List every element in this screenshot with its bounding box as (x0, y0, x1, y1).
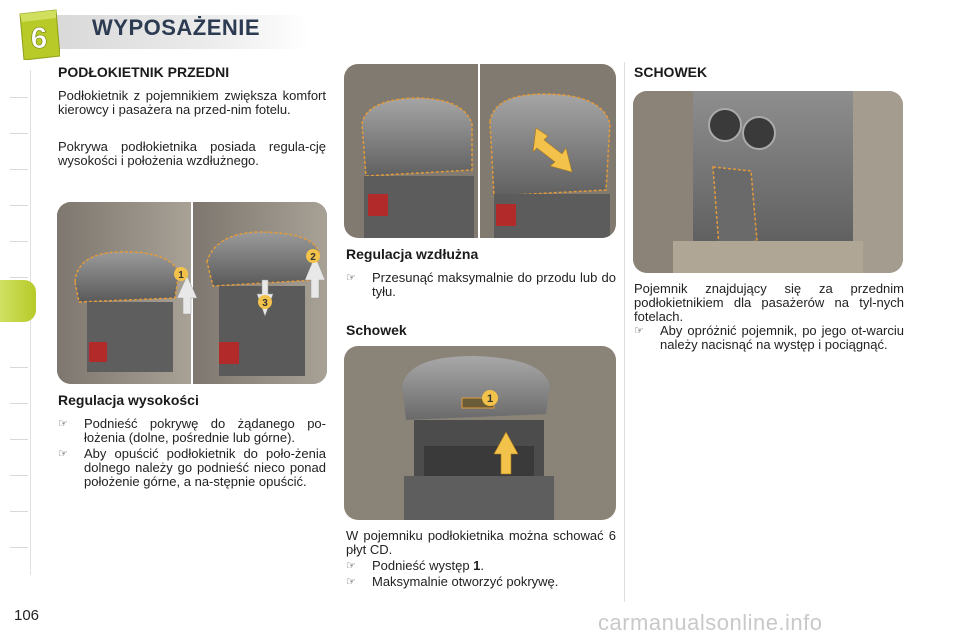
bullet-item (634, 324, 904, 352)
photo-rear-storage (633, 91, 903, 273)
side-tab[interactable] (0, 206, 30, 242)
chapter-title: WYPOSAŻENIE (92, 15, 261, 40)
side-tab[interactable] (0, 242, 30, 278)
photo-length-adjustment (344, 64, 616, 238)
side-tab[interactable] (0, 332, 30, 368)
subheading-storage: Schowek (346, 322, 407, 338)
bullet-item (346, 559, 616, 573)
callout-reference: 1 (473, 558, 481, 573)
page-number: 106 (14, 607, 40, 624)
bullet-text: Aby opuścić podłokietnik do poło-żenia dolnego należy go podnieść nieco ponad położenie górne, a na-stępnie opuścić. (84, 446, 326, 489)
callout-label-2: 2 (310, 252, 316, 263)
photo-height-adjustment (57, 202, 327, 384)
paragraph-rear-storage: Pojemnik znajdujący się za przednim podłokietnikiem dla pasażerów na tyl-nych fotelach. (634, 281, 904, 324)
photo-armrest-storage (344, 346, 616, 520)
chapter-side-tabs (0, 62, 34, 582)
chapter-number: 6 (30, 22, 48, 55)
bullet-text: Podnieść występ 1. (372, 558, 485, 573)
side-tab[interactable] (0, 368, 30, 404)
pointing-hand-icon: ☞ (634, 325, 644, 337)
bullet-text: Aby opróżnić pojemnik, po jego ot-warciu należy nacisnąć na występ i pociągnąć. (660, 323, 904, 352)
section-heading-front-armrest: PODŁOKIETNIK PRZEDNI (58, 64, 230, 80)
pointing-hand-icon: ☞ (58, 448, 68, 460)
side-tab[interactable] (0, 98, 30, 134)
side-tab[interactable] (0, 170, 30, 206)
pointing-hand-icon: ☞ (346, 576, 356, 588)
chapter-number-badge (16, 8, 60, 60)
callout-label-1: 1 (486, 393, 494, 405)
side-tab[interactable] (0, 134, 30, 170)
side-tab[interactable] (0, 512, 30, 548)
paragraph-cd-storage: W pojemniku podłokietnika można schować 6 płyt CD. (346, 528, 616, 557)
bullet-item (58, 417, 326, 445)
pointing-hand-icon: ☞ (346, 560, 356, 572)
bullet-text: Podnieść pokrywę do żądanego po-łożenia (dolne, pośrednie lub górne). (84, 416, 326, 445)
callout-label-3: 3 (262, 298, 268, 309)
paragraph-armrest-adjust: Pokrywa podłokietnika posiada regula-cję wysokości i położenia wzdłużnego. (58, 139, 326, 168)
side-tab[interactable] (0, 404, 30, 440)
bullet-text: Przesunąć maksymalnie do przodu lub do tyłu. (372, 270, 616, 299)
watermark-text: carmanualsonline.info (598, 610, 823, 635)
subheading-height-adjust: Regulacja wysokości (58, 392, 199, 408)
side-tab[interactable] (0, 62, 30, 98)
pointing-hand-icon: ☞ (58, 418, 68, 430)
side-tab[interactable] (0, 440, 30, 476)
bullet-item (58, 447, 326, 489)
bullet-item (346, 271, 616, 299)
bullet-text: Maksymalnie otworzyć pokrywę. (372, 574, 559, 589)
bullet-item (346, 575, 616, 589)
air-vent-icon (709, 109, 741, 141)
side-tab-active-chapter[interactable] (0, 280, 36, 322)
subheading-length-adjust: Regulacja wzdłużna (346, 246, 479, 262)
callout-label-1: 1 (178, 270, 184, 281)
paragraph-armrest-comfort: Podłokietnik z pojemnikiem zwiększa komfort kierowcy i pasażera na przed-nim fotelu. (58, 88, 326, 117)
air-vent-icon (743, 117, 775, 149)
pointing-hand-icon: ☞ (346, 272, 356, 284)
section-heading-rear-storage: SCHOWEK (634, 64, 708, 80)
column-divider (624, 62, 625, 602)
side-tab[interactable] (0, 476, 30, 512)
